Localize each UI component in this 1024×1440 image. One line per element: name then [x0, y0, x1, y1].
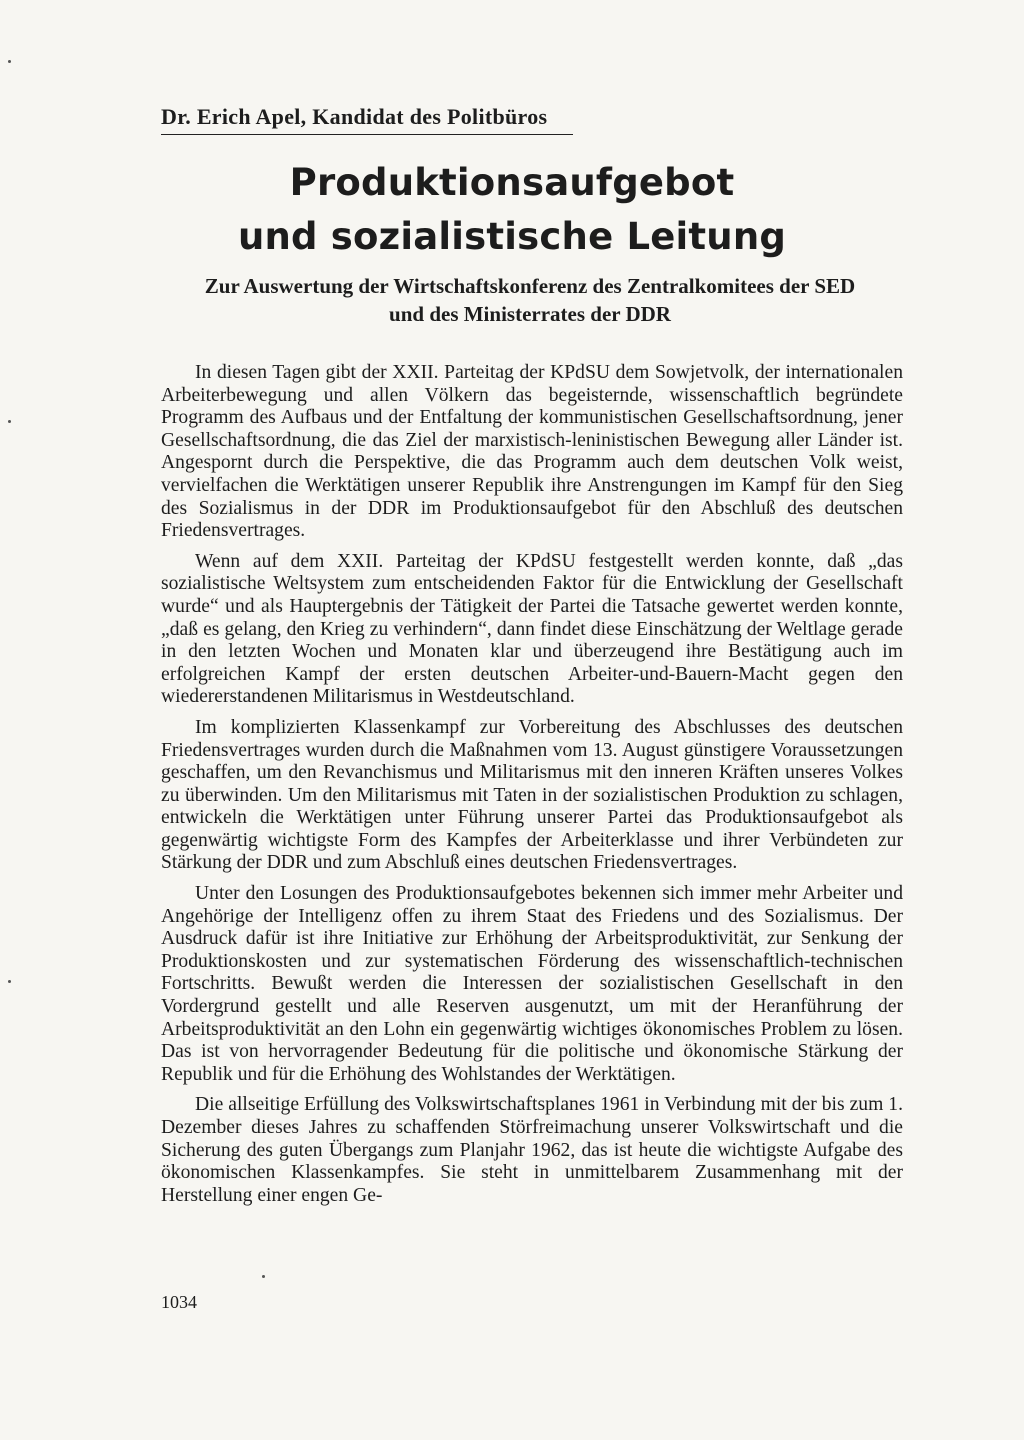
subtitle-line-2: und des Ministerrates der DDR	[389, 302, 671, 326]
author-underline	[161, 134, 573, 135]
title-line-1: Produktionsaufgebot	[289, 161, 735, 204]
author-line: Dr. Erich Apel, Kandidat des Politbüros	[161, 104, 548, 129]
paragraph-4: Unter den Losungen des Produktionsaufgebotes bekennen sich immer mehr Arbeiter und Angehörige der Intelligenz offen zu ihrem Staat des Friedens und des Sozialismus. Der Ausdruck dafür ist ihre Initiative zur Erhöhung der Arbeitsproduktivität, zur Senkung der Produktionskosten und zur systematischen Förderung des wissenschaftlich-technischen Fortschritts. Bewußt werden die Interessen der sozialistischen Gesellschaft in den Vordergrund gestellt und alle Reserven ausgenutzt, um mit der Heranführung der Arbeitsproduktivität an den Lohn ein gegenwärtig wichtiges ökonomisches Problem zu lösen. Das ist von hervorragender Bedeutung für die politische und ökonomische Stärkung der Republik und für die Erhöhung des Wohlstandes der Werktätigen.	[161, 883, 903, 1085]
print-speck	[8, 980, 11, 983]
subtitle-line-1: Zur Auswertung der Wirtschaftskonferenz des Zentralkomitees der SED	[204, 274, 856, 298]
print-speck	[8, 420, 11, 423]
article-body	[161, 362, 903, 1207]
title-line-2: und sozialistische Leitung	[237, 215, 787, 258]
page-number: 1034	[161, 1292, 197, 1312]
print-speck	[262, 1275, 265, 1278]
paragraph-1: In diesen Tagen gibt der XXII. Parteitag der KPdSU dem Sowjetvolk, der internationalen Arbeiterbewegung und allen Völkern das begeisternde, wissenschaftlich begründete Programm des Aufbaus und der Entfaltung der kommunistischen Gesellschaftsordnung, jener Gesellschaftsordnung, die das Ziel der marxistisch-leninistischen Bewegung aller Länder ist. Angespornt durch die Perspektive, die das Programm auch dem deutschen Volk weist, vervielfachen die Werktätigen unserer Republik ihre Anstrengungen im Kampf für den Sieg des Sozialismus in der DDR im Produktionsaufgebot für den Abschluß des deutschen Friedensvertrages.	[161, 362, 903, 542]
paragraph-3: Im komplizierten Klassenkampf zur Vorbereitung des Abschlusses des deutschen Friedensvertrages wurden durch die Maßnahmen vom 13. August günstigere Voraussetzungen geschaffen, um den Revanchismus und Militarismus mit den inneren Kräften unseres Volkes zu überwinden. Um den Militarismus mit Taten in der sozialistischen Produktion zu schlagen, entwickeln die Werktätigen unter Führung unserer Partei das Produktionsaufgebot als gegenwärtig wichtigste Form des Kampfes der Arbeiterklasse und ihrer Verbündeten zur Stärkung der DDR und zum Abschluß eines deutschen Friedensvertrages.	[161, 716, 903, 874]
print-speck	[8, 60, 11, 63]
paragraph-5: Die allseitige Erfüllung des Volkswirtschaftsplanes 1961 in Verbindung mit der bis zum 1. Dezember dieses Jahres zu schaffenden Störfreimachung unserer Volkswirtschaft und die Sicherung des guten Übergangs zum Planjahr 1962, das ist heute die wichtigste Aufgabe des ökonomischen Klassenkampfes. Sie steht in unmittelbarem Zusammenhang mit der Herstellung einer engen Ge-	[161, 1094, 903, 1206]
paragraph-2: Wenn auf dem XXII. Parteitag der KPdSU festgestellt werden konnte, daß „das sozialistische Weltsystem zum entscheidenden Faktor für die Entwicklung der Gesellschaft wurde“ und als Hauptergebnis der Tätigkeit der Partei die Tatsache gewertet werden konnte, „daß es gelang, den Krieg zu verhindern“, dann findet diese Einschätzung der Weltlage gerade in den letzten Wochen und Monaten klar und überzeugend ihre Bestätigung auch im erfolgreichen Kampf der ersten deutschen Arbeiter-und-Bauern-Macht gegen den wiedererstandenen Militarismus in Westdeutschland.	[161, 550, 903, 708]
article-title	[0, 156, 1024, 264]
article-subtitle	[150, 272, 910, 328]
